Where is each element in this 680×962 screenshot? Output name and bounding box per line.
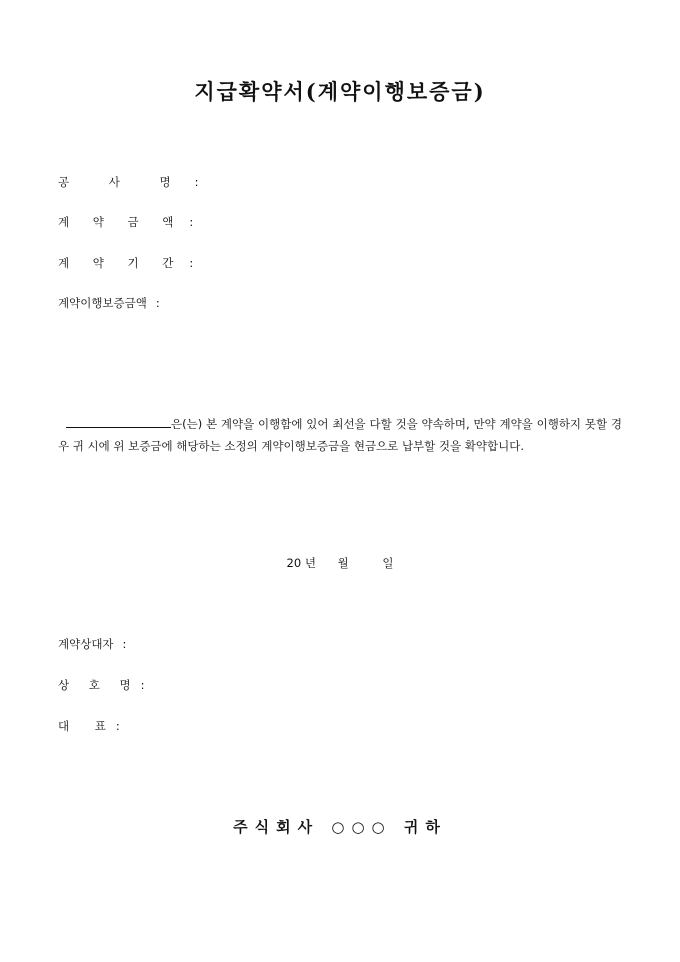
date-year: 20 년 — [286, 556, 316, 570]
representative-label: 대 표 — [58, 719, 106, 733]
project-name-field — [58, 174, 199, 190]
performance-bond-field — [58, 295, 160, 311]
counterparty-label: 계약상대자 — [58, 637, 114, 651]
addressee: 주식회사 ○○○ 귀하 — [233, 818, 447, 836]
colon: : — [155, 296, 160, 310]
colon: : — [140, 678, 145, 692]
colon: : — [194, 175, 199, 189]
colon: : — [122, 637, 127, 651]
colon: : — [189, 215, 194, 229]
contract-period-label: 계 약 기 간 — [58, 256, 184, 270]
colon: : — [189, 256, 194, 270]
counterparty-field — [58, 636, 126, 652]
date-month: 월 — [337, 556, 349, 570]
company-name-label: 상 호 명 — [58, 678, 139, 692]
contract-amount-label: 계 약 금 액 — [58, 215, 184, 229]
project-name-label: 공 사 명 — [58, 175, 189, 189]
document-title: 지급확약서(계약이행보증금) — [194, 79, 486, 104]
performance-bond-label: 계약이행보증금액 — [58, 296, 147, 310]
contract-amount-field — [58, 214, 193, 230]
contract-period-field — [58, 255, 193, 271]
date-day: 일 — [382, 556, 394, 570]
company-name-field — [58, 677, 145, 693]
representative-field — [58, 718, 120, 734]
commitment-text: 은(는) 본 계약을 이행함에 있어 최선을 다할 것을 약속하며, 만약 계약을 이행하지 못할 경우 귀 시에 위 보증금에 해당하는 소정의 계약이행보증금을 현금으로 납부할 것을 확약합니다. — [58, 417, 622, 453]
date-row — [0, 555, 680, 571]
commitment-paragraph — [58, 413, 622, 457]
colon: : — [115, 719, 120, 733]
contractor-name-blank — [66, 416, 171, 428]
